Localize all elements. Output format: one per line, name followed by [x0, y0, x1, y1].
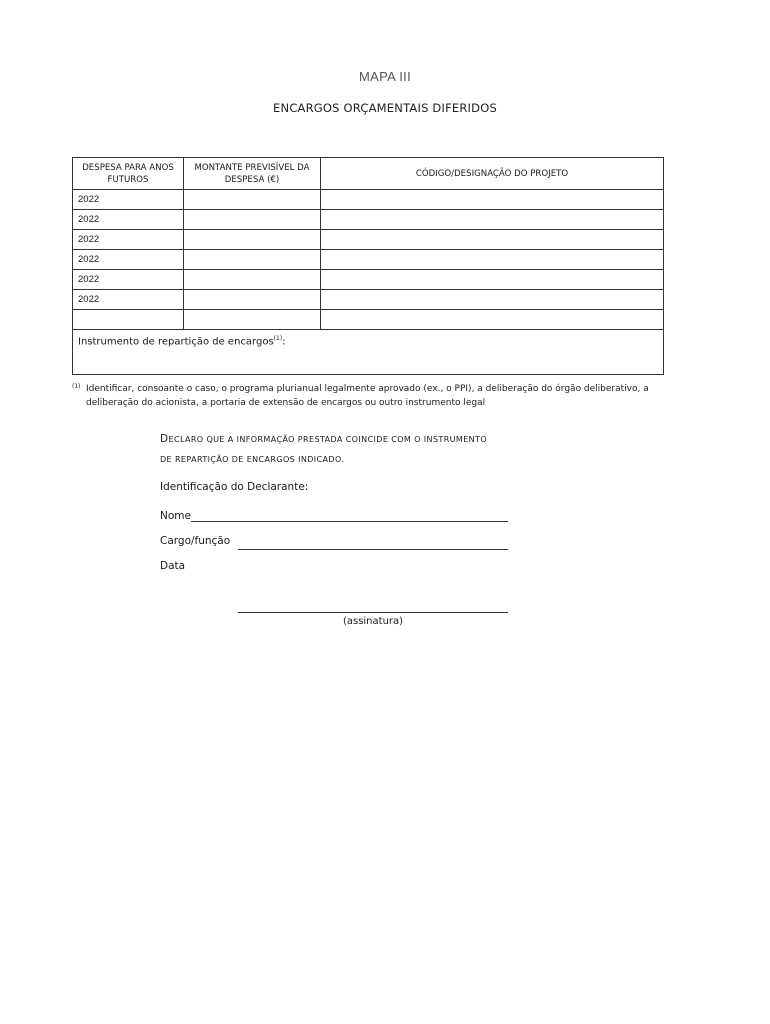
declaration-text-1: ECLARO QUE A INFORMAÇÃO PRESTADA COINCIDE COM O INSTRUMENTO	[168, 435, 488, 444]
footnote-mark: (1)	[72, 383, 81, 390]
year-cell[interactable]: 2022	[73, 210, 184, 230]
year-cell[interactable]: 2022	[73, 250, 184, 270]
project-cell[interactable]	[321, 270, 664, 290]
footnote-ref: (1)	[273, 335, 283, 342]
signature-caption: (assinatura)	[342, 616, 404, 627]
role-label: Cargo/função	[160, 535, 231, 547]
year-cell[interactable]: 2022	[73, 270, 184, 290]
amount-cell[interactable]	[184, 290, 321, 310]
declarant-heading: Identificação do Declarante:	[160, 481, 309, 493]
amount-cell[interactable]	[184, 270, 321, 290]
table-row	[73, 230, 664, 250]
table-row	[73, 190, 664, 210]
footnote	[72, 382, 672, 410]
name-field[interactable]	[191, 521, 508, 522]
instrument-cell[interactable]	[73, 330, 664, 375]
table-row	[73, 290, 664, 310]
project-cell[interactable]	[321, 230, 664, 250]
year-cell[interactable]: 2022	[73, 230, 184, 250]
year-cell[interactable]	[73, 310, 184, 330]
project-cell[interactable]	[321, 310, 664, 330]
project-cell[interactable]	[321, 210, 664, 230]
declaration	[160, 429, 520, 470]
amount-cell[interactable]	[184, 210, 321, 230]
role-field[interactable]	[238, 549, 508, 550]
project-cell[interactable]	[321, 250, 664, 270]
table-row	[73, 270, 664, 290]
declaration-line-1	[160, 429, 520, 450]
instrument-suffix: :	[282, 336, 286, 348]
declaration-text-2: DE REPARTIÇÃO DE ENCARGOS INDICADO.	[160, 455, 345, 464]
amount-cell[interactable]	[184, 230, 321, 250]
instrument-row	[73, 330, 664, 375]
table-row	[73, 310, 664, 330]
page-title: MAPA III	[358, 69, 411, 84]
footnote-text: Identificar, consoante o caso, o programa plurianual legalmente aprovado (ex., o PPI), a deliberação do órgão deliberativo, a deliberação do acionista, a portaria de extensão de encargos ou outro instrumento legal	[86, 384, 649, 408]
year-cell[interactable]: 2022	[73, 190, 184, 210]
name-label: Nome	[160, 510, 191, 522]
project-cell[interactable]	[321, 290, 664, 310]
table-row	[73, 210, 664, 230]
amount-cell[interactable]	[184, 190, 321, 210]
project-cell[interactable]	[321, 190, 664, 210]
table-row	[73, 250, 664, 270]
encargos-table	[72, 157, 664, 375]
header-codigo: CÓDIGO/DESIGNAÇÃO DO PROJETO	[321, 158, 664, 190]
table-header-row	[73, 158, 664, 190]
date-label: Data	[160, 560, 186, 572]
amount-cell[interactable]	[184, 250, 321, 270]
amount-cell[interactable]	[184, 310, 321, 330]
header-montante: MONTANTE PREVISÍVEL DA DESPESA (€)	[184, 158, 321, 190]
declaration-initial: D	[160, 433, 169, 445]
year-cell[interactable]: 2022	[73, 290, 184, 310]
document-subtitle: ENCARGOS ORÇAMENTAIS DIFERIDOS	[273, 101, 497, 115]
instrument-label: Instrumento de repartição de encargos	[78, 336, 274, 348]
header-despesa: DESPESA PARA ANOS FUTUROS	[73, 158, 184, 190]
signature-field[interactable]	[238, 612, 508, 613]
